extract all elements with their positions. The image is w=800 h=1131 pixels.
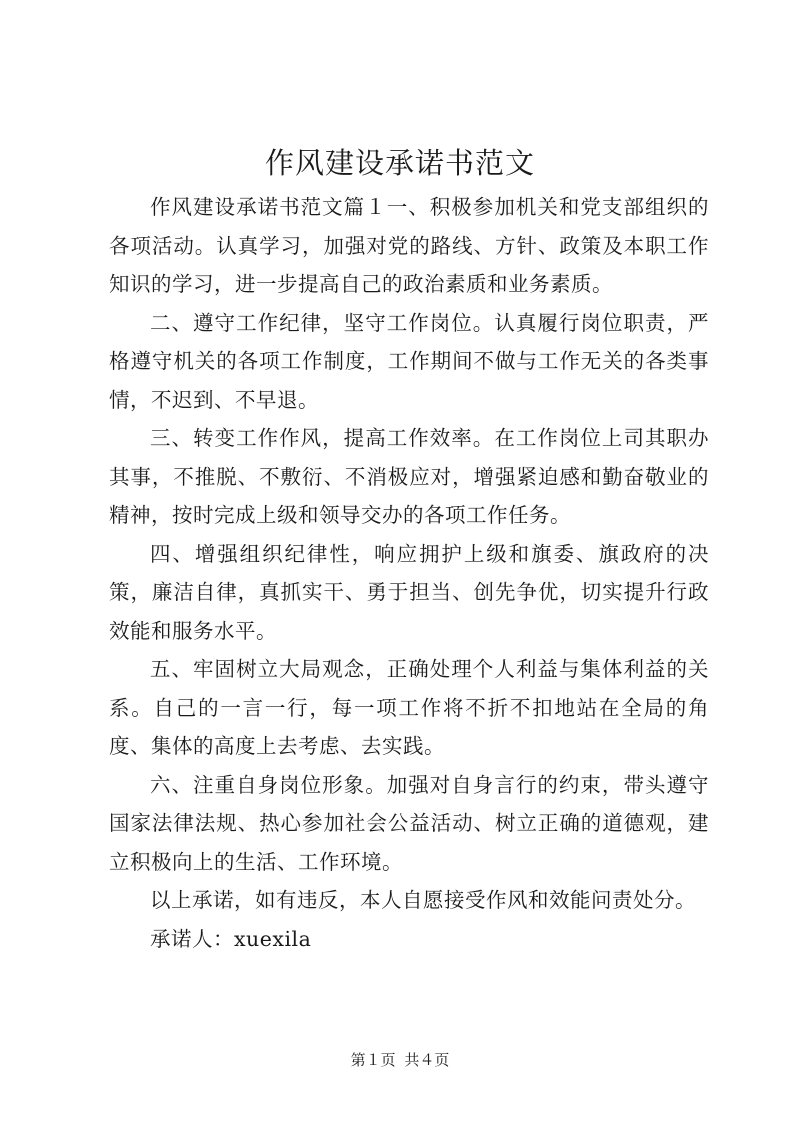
page-footer bbox=[0, 1050, 800, 1070]
paragraph-3: 三、转变工作作风，提高工作效率。在工作岗位上司其职办其事，不推脱、不敷衍、不消极应对，增强紧迫感和勤奋敬业的精神，按时完成上级和领导交办的各项工作任务。 bbox=[109, 426, 709, 527]
document-body bbox=[109, 188, 709, 958]
page-number: 第１页 bbox=[350, 1051, 396, 1069]
paragraph-7: 以上承诺，如有违反，本人自愿接受作风和效能问责处分。 bbox=[150, 888, 696, 912]
page-total: 共４页 bbox=[404, 1051, 450, 1069]
paragraph-2: 二、遵守工作纪律，坚守工作岗位。认真履行岗位职责，严格遵守机关的各项工作制度，工作期间不做与工作无关的各类事情，不迟到、不早退。 bbox=[109, 310, 709, 412]
page-title: 作风建设承诺书范文 bbox=[264, 146, 535, 180]
paragraph-1: 作风建设承诺书范文篇１一、积极参加机关和党支部组织的各项活动。认真学习，加强对党的路线、方针、政策及本职工作知识的学习，进一步提高自己的政治素质和业务素质。 bbox=[109, 195, 709, 296]
paragraph-6: 六、注重自身岗位形象。加强对自身言行的约束，带头遵守国家法律法规、热心参加社会公益活动、树立正确的道德观，建立积极向上的生活、工作环境。 bbox=[109, 772, 709, 874]
paragraph-4: 四、增强组织纪律性，响应拥护上级和旗委、旗政府的决策，廉洁自律，真抓实干、勇于担当、创先争优，切实提升行政效能和服务水平。 bbox=[109, 541, 709, 643]
signer-line: 承诺人：xuexila bbox=[150, 926, 312, 951]
paragraph-5: 五、牢固树立大局观念，正确处理个人利益与集体利益的关系。自己的一言一行，每一项工作将不折不扣地站在全局的角度、集体的高度上去考虑、去实践。 bbox=[109, 657, 709, 758]
